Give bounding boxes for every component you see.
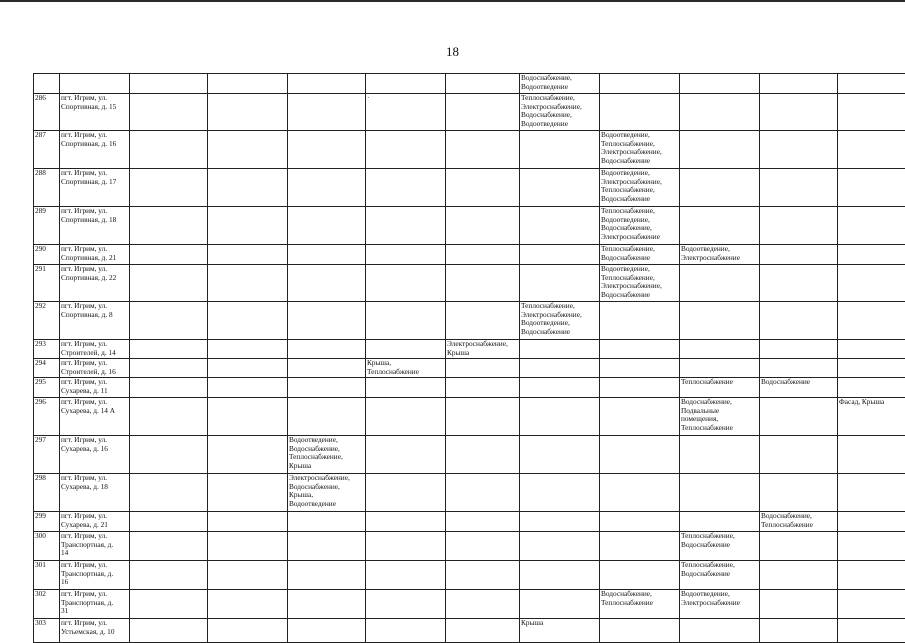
address-text: пгт. Игрим, ул. Спортивная, д. 17 — [61, 169, 128, 186]
work-type-cell — [520, 74, 600, 94]
work-type-cell — [520, 169, 600, 207]
row-number-cell: 297 — [34, 436, 60, 474]
work-type-cell — [208, 207, 288, 245]
address-text: пгт. Игрим, ул. Устьемская, д. 10 — [61, 619, 128, 636]
table-row — [34, 207, 905, 245]
work-type-cell — [760, 398, 838, 436]
row-number-cell: 301 — [34, 561, 60, 590]
table-row — [34, 131, 905, 169]
work-type-cell — [838, 302, 905, 340]
address-cell — [60, 169, 130, 207]
work-type-cell — [520, 619, 600, 643]
work-type-cell — [366, 340, 446, 359]
work-type-cell — [680, 398, 760, 436]
work-type-cell — [366, 398, 446, 436]
work-type-cell — [838, 265, 905, 302]
repair-schedule-table — [33, 73, 905, 643]
work-type-cell — [760, 74, 838, 94]
work-type-cell — [366, 302, 446, 340]
work-type-cell — [130, 561, 208, 590]
work-type-cell — [600, 169, 680, 207]
work-type-cell — [760, 359, 838, 378]
work-type-cell — [680, 512, 760, 532]
work-type-cell — [600, 619, 680, 643]
work-type-cell — [446, 561, 520, 590]
table-row — [34, 532, 905, 561]
address-cell — [60, 359, 130, 378]
work-type-cell — [288, 340, 366, 359]
work-type-cell — [446, 340, 520, 359]
work-type-cell — [208, 302, 288, 340]
address-cell — [60, 474, 130, 512]
work-type-cell — [838, 474, 905, 512]
address-text: пгт. Игрим, ул. Сухарева, д. 11 — [61, 378, 128, 395]
work-type-text: Теплоснабжение, Электроснабжение, Водоснабжение, Водоотведение — [521, 94, 598, 128]
work-type-cell — [760, 265, 838, 302]
work-type-text: Водоснабжение — [761, 378, 836, 387]
table-row — [34, 245, 905, 265]
table-row — [34, 436, 905, 474]
work-type-cell — [208, 378, 288, 398]
work-type-cell — [760, 378, 838, 398]
work-type-text: Электроснабжение, Водоснабжение, Крыша, Водоотведение — [289, 474, 364, 508]
work-type-cell — [288, 302, 366, 340]
work-type-cell — [130, 474, 208, 512]
work-type-cell — [366, 378, 446, 398]
work-type-text: Теплоснабжение, Водоснабжение — [601, 245, 678, 262]
work-type-cell — [680, 532, 760, 561]
work-type-cell — [680, 265, 760, 302]
work-type-cell — [288, 131, 366, 169]
work-type-cell — [366, 245, 446, 265]
work-type-cell — [838, 131, 905, 169]
work-type-cell — [446, 474, 520, 512]
work-type-text: Крыша, Теплоснабжение — [367, 359, 444, 376]
work-type-cell — [130, 265, 208, 302]
work-type-cell — [680, 207, 760, 245]
address-cell — [60, 398, 130, 436]
work-type-cell — [680, 590, 760, 619]
work-type-cell — [446, 532, 520, 561]
work-type-text: Водоснабжение, Теплоснабжение — [761, 512, 836, 529]
work-type-cell — [130, 398, 208, 436]
address-text: пгт. Игрим, ул. Сухарева, д. 16 — [61, 436, 128, 453]
work-type-cell — [600, 302, 680, 340]
work-type-cell — [838, 619, 905, 643]
work-type-cell — [600, 340, 680, 359]
work-type-cell — [520, 245, 600, 265]
address-text: пгт. Игрим, ул. Строителей, д. 14 — [61, 340, 128, 357]
scan-edge-line — [0, 0, 905, 2]
work-type-cell — [208, 340, 288, 359]
work-type-cell — [760, 94, 838, 131]
row-number-cell: 287 — [34, 131, 60, 169]
address-text: пгт. Игрим, ул. Спортивная, д. 16 — [61, 131, 128, 148]
work-type-cell — [130, 359, 208, 378]
work-type-cell — [446, 398, 520, 436]
row-number-cell: 294 — [34, 359, 60, 378]
work-type-cell — [208, 74, 288, 94]
address-cell — [60, 245, 130, 265]
work-type-cell — [130, 590, 208, 619]
address-text: пгт. Игрим, ул. Транспортная, д. 31 — [61, 590, 128, 616]
work-type-cell — [520, 131, 600, 169]
work-type-cell — [520, 532, 600, 561]
work-type-cell — [760, 474, 838, 512]
work-type-cell — [600, 474, 680, 512]
work-type-cell — [838, 398, 905, 436]
work-type-cell — [760, 590, 838, 619]
address-text: пгт. Игрим, ул. Транспортная, д. 16 — [61, 561, 128, 587]
address-text: пгт. Игрим, ул. Спортивная, д. 18 — [61, 207, 128, 224]
address-cell — [60, 532, 130, 561]
work-type-cell — [366, 131, 446, 169]
work-type-cell — [760, 245, 838, 265]
work-type-text: Крыша — [521, 619, 598, 628]
work-type-cell — [130, 302, 208, 340]
row-number-cell: 299 — [34, 512, 60, 532]
work-type-cell — [208, 512, 288, 532]
work-type-cell — [600, 131, 680, 169]
address-cell — [60, 340, 130, 359]
work-type-cell — [366, 590, 446, 619]
work-type-cell — [680, 359, 760, 378]
work-type-text: · — [367, 94, 444, 103]
work-type-cell — [520, 94, 600, 131]
work-type-cell — [600, 207, 680, 245]
work-type-cell — [760, 561, 838, 590]
work-type-cell — [838, 436, 905, 474]
work-type-cell — [760, 619, 838, 643]
row-number-cell: 293 — [34, 340, 60, 359]
work-type-cell — [838, 207, 905, 245]
address-cell — [60, 265, 130, 302]
work-type-cell — [838, 590, 905, 619]
work-type-cell — [680, 74, 760, 94]
address-text: пгт. Игрим, ул. Спортивная, д. 21 — [61, 245, 128, 262]
work-type-cell — [288, 265, 366, 302]
work-type-cell — [838, 340, 905, 359]
address-cell — [60, 207, 130, 245]
work-type-cell — [760, 512, 838, 532]
table-row — [34, 302, 905, 340]
work-type-cell — [446, 207, 520, 245]
table-row — [34, 74, 905, 94]
work-type-cell — [288, 398, 366, 436]
work-type-cell — [130, 94, 208, 131]
work-type-cell — [520, 302, 600, 340]
work-type-cell — [680, 378, 760, 398]
work-type-cell — [600, 398, 680, 436]
work-type-cell — [680, 619, 760, 643]
work-type-cell — [520, 207, 600, 245]
work-type-text: Водоснабжение, Подвальные помещения, Теплоснабжение — [681, 398, 758, 432]
work-type-cell — [520, 436, 600, 474]
work-type-text: Теплоснабжение, Водоотведение, Водоснабжение, Электроснабжение — [601, 207, 678, 241]
work-type-cell — [680, 94, 760, 131]
work-type-cell — [130, 532, 208, 561]
work-type-cell — [130, 245, 208, 265]
work-type-cell — [208, 169, 288, 207]
work-type-cell — [208, 398, 288, 436]
table-row — [34, 378, 905, 398]
work-type-cell — [288, 619, 366, 643]
work-type-cell — [838, 561, 905, 590]
work-type-cell — [208, 359, 288, 378]
work-type-cell — [680, 245, 760, 265]
table-row — [34, 398, 905, 436]
work-type-cell — [446, 169, 520, 207]
work-type-cell — [208, 131, 288, 169]
work-type-cell — [130, 378, 208, 398]
table-row — [34, 169, 905, 207]
address-text: пгт. Игрим, ул. Спортивная, д. 22 — [61, 265, 128, 282]
work-type-cell — [600, 265, 680, 302]
work-type-cell — [288, 74, 366, 94]
row-number-cell: 292 — [34, 302, 60, 340]
work-type-cell — [760, 532, 838, 561]
work-type-cell — [288, 561, 366, 590]
work-type-cell — [130, 436, 208, 474]
work-type-cell — [520, 561, 600, 590]
work-type-cell — [600, 359, 680, 378]
address-text: пгт. Игрим, ул. Строителей, д. 16 — [61, 359, 128, 376]
table-row — [34, 590, 905, 619]
work-type-cell — [130, 74, 208, 94]
work-type-cell — [288, 378, 366, 398]
work-type-cell — [600, 74, 680, 94]
address-text: пгт. Игрим, ул. Сухарева, д. 18 — [61, 474, 128, 491]
row-number-cell: 295 — [34, 378, 60, 398]
work-type-cell — [130, 512, 208, 532]
table-row — [34, 619, 905, 643]
address-text: пгт. Игрим, ул. Спортивная, д. 15 — [61, 94, 128, 111]
address-cell — [60, 561, 130, 590]
work-type-cell — [208, 94, 288, 131]
work-type-text: Водоотведение, Электроснабжение, Теплоснабжение, Водоснабжение — [601, 169, 678, 203]
work-type-cell — [520, 590, 600, 619]
work-type-cell — [446, 131, 520, 169]
work-type-cell — [446, 359, 520, 378]
work-type-text: Водоотведение, Теплоснабжение, Электроснабжение, Водоснабжение — [601, 131, 678, 165]
work-type-cell — [680, 169, 760, 207]
address-cell — [60, 94, 130, 131]
work-type-text: Водоотведение, Электроснабжение — [681, 590, 758, 607]
work-type-cell — [446, 619, 520, 643]
address-text: пгт. Игрим, ул. Спортивная, д. 8 — [61, 302, 128, 319]
work-type-cell — [838, 245, 905, 265]
work-type-cell — [680, 131, 760, 169]
work-type-text: Водоснабжение, Водоотведение — [521, 74, 598, 91]
address-text: пгт. Игрим, ул. Транспортная, д. 14 — [61, 532, 128, 558]
work-type-cell — [130, 207, 208, 245]
work-type-cell — [680, 340, 760, 359]
row-number-cell: 298 — [34, 474, 60, 512]
work-type-text: Теплоснабжение, Водоснабжение — [681, 561, 758, 578]
work-type-cell — [288, 94, 366, 131]
address-text: пгт. Игрим, ул. Сухарева, д. 14 А — [61, 398, 128, 415]
work-type-cell — [288, 359, 366, 378]
work-type-cell — [366, 561, 446, 590]
work-type-cell — [760, 131, 838, 169]
work-type-cell — [838, 378, 905, 398]
work-type-cell — [208, 619, 288, 643]
work-type-cell — [130, 340, 208, 359]
work-type-text: Электроснабжение, Крыша — [447, 340, 518, 357]
row-number-cell: 291 — [34, 265, 60, 302]
address-cell — [60, 131, 130, 169]
address-cell — [60, 590, 130, 619]
work-type-text: Теплоснабжение, Электроснабжение, Водоотведение, Водоснабжение — [521, 302, 598, 336]
table-body — [34, 74, 905, 643]
work-type-cell — [208, 474, 288, 512]
row-number-cell: 289 — [34, 207, 60, 245]
work-type-cell — [288, 474, 366, 512]
work-type-cell — [130, 169, 208, 207]
work-type-text: Фасад, Крыша — [839, 398, 905, 407]
work-type-cell — [130, 131, 208, 169]
work-type-cell — [446, 94, 520, 131]
table-row — [34, 340, 905, 359]
work-type-cell — [680, 302, 760, 340]
work-type-cell — [288, 532, 366, 561]
work-type-cell — [130, 619, 208, 643]
work-type-text: Водоотведение, Электроснабжение — [681, 245, 758, 262]
row-number-cell: 290 — [34, 245, 60, 265]
row-number-cell: 296 — [34, 398, 60, 436]
work-type-cell — [288, 207, 366, 245]
work-type-cell — [288, 436, 366, 474]
work-type-cell — [366, 169, 446, 207]
work-type-cell — [520, 359, 600, 378]
row-number-cell: 286 — [34, 94, 60, 131]
work-type-cell — [446, 378, 520, 398]
work-type-cell — [366, 619, 446, 643]
work-type-text: Водоотведение, Водоснабжение, Теплоснабжение, Крыша — [289, 436, 364, 470]
work-type-cell — [600, 590, 680, 619]
work-type-cell — [288, 245, 366, 265]
work-type-cell — [446, 245, 520, 265]
work-type-cell — [208, 245, 288, 265]
table-row — [34, 561, 905, 590]
address-cell — [60, 512, 130, 532]
work-type-cell — [366, 532, 446, 561]
work-type-cell — [520, 265, 600, 302]
work-type-text: Водоотведение, Теплоснабжение, Электроснабжение, Водоснабжение — [601, 265, 678, 299]
work-type-cell — [600, 512, 680, 532]
work-type-cell — [366, 207, 446, 245]
work-type-cell — [520, 398, 600, 436]
work-type-cell — [208, 436, 288, 474]
work-type-cell — [446, 74, 520, 94]
work-type-cell — [760, 436, 838, 474]
address-cell — [60, 619, 130, 643]
work-type-cell — [838, 359, 905, 378]
address-cell — [60, 436, 130, 474]
work-type-cell — [760, 302, 838, 340]
work-type-cell — [366, 94, 446, 131]
work-type-text: Теплоснабжение, Водоснабжение — [681, 532, 758, 549]
table-row — [34, 359, 905, 378]
work-type-cell — [520, 512, 600, 532]
work-type-cell — [366, 474, 446, 512]
work-type-cell — [208, 561, 288, 590]
work-type-cell — [520, 474, 600, 512]
work-type-cell — [366, 265, 446, 302]
work-type-cell — [680, 474, 760, 512]
work-type-cell — [446, 302, 520, 340]
work-type-cell — [208, 532, 288, 561]
work-type-cell — [838, 512, 905, 532]
row-number-cell: 300 — [34, 532, 60, 561]
work-type-cell — [680, 561, 760, 590]
work-type-cell — [600, 94, 680, 131]
address-cell — [60, 74, 130, 94]
work-type-text: Теплоснабжение — [681, 378, 758, 387]
work-type-cell — [520, 340, 600, 359]
work-type-cell — [366, 74, 446, 94]
row-number-cell: 303 — [34, 619, 60, 643]
work-type-cell — [520, 378, 600, 398]
table-row — [34, 265, 905, 302]
work-type-cell — [288, 512, 366, 532]
work-type-cell — [446, 436, 520, 474]
work-type-cell — [208, 590, 288, 619]
work-type-text: Водоснабжение, Теплоснабжение — [601, 590, 678, 607]
work-type-cell — [600, 436, 680, 474]
work-type-cell — [838, 532, 905, 561]
table-row — [34, 474, 905, 512]
work-type-cell — [288, 169, 366, 207]
row-number-cell: 288 — [34, 169, 60, 207]
work-type-cell — [838, 169, 905, 207]
work-type-cell — [288, 590, 366, 619]
work-type-cell — [208, 265, 288, 302]
work-type-cell — [760, 207, 838, 245]
page-number: 18 — [0, 44, 905, 60]
work-type-cell — [446, 265, 520, 302]
work-type-cell — [760, 169, 838, 207]
work-type-cell — [600, 245, 680, 265]
work-type-cell — [446, 590, 520, 619]
work-type-cell — [680, 436, 760, 474]
work-type-cell — [366, 359, 446, 378]
table-row — [34, 512, 905, 532]
address-cell — [60, 302, 130, 340]
work-type-cell — [366, 436, 446, 474]
work-type-cell — [600, 561, 680, 590]
address-cell — [60, 378, 130, 398]
work-type-cell — [838, 94, 905, 131]
work-type-cell — [600, 532, 680, 561]
address-text: пгт. Игрим, ул. Сухарева, д. 21 — [61, 512, 128, 529]
work-type-cell — [760, 340, 838, 359]
row-number-cell — [34, 74, 60, 94]
table-row — [34, 94, 905, 131]
row-number-cell: 302 — [34, 590, 60, 619]
work-type-cell — [600, 378, 680, 398]
work-type-cell — [366, 512, 446, 532]
work-type-cell — [446, 512, 520, 532]
work-type-cell — [838, 74, 905, 94]
